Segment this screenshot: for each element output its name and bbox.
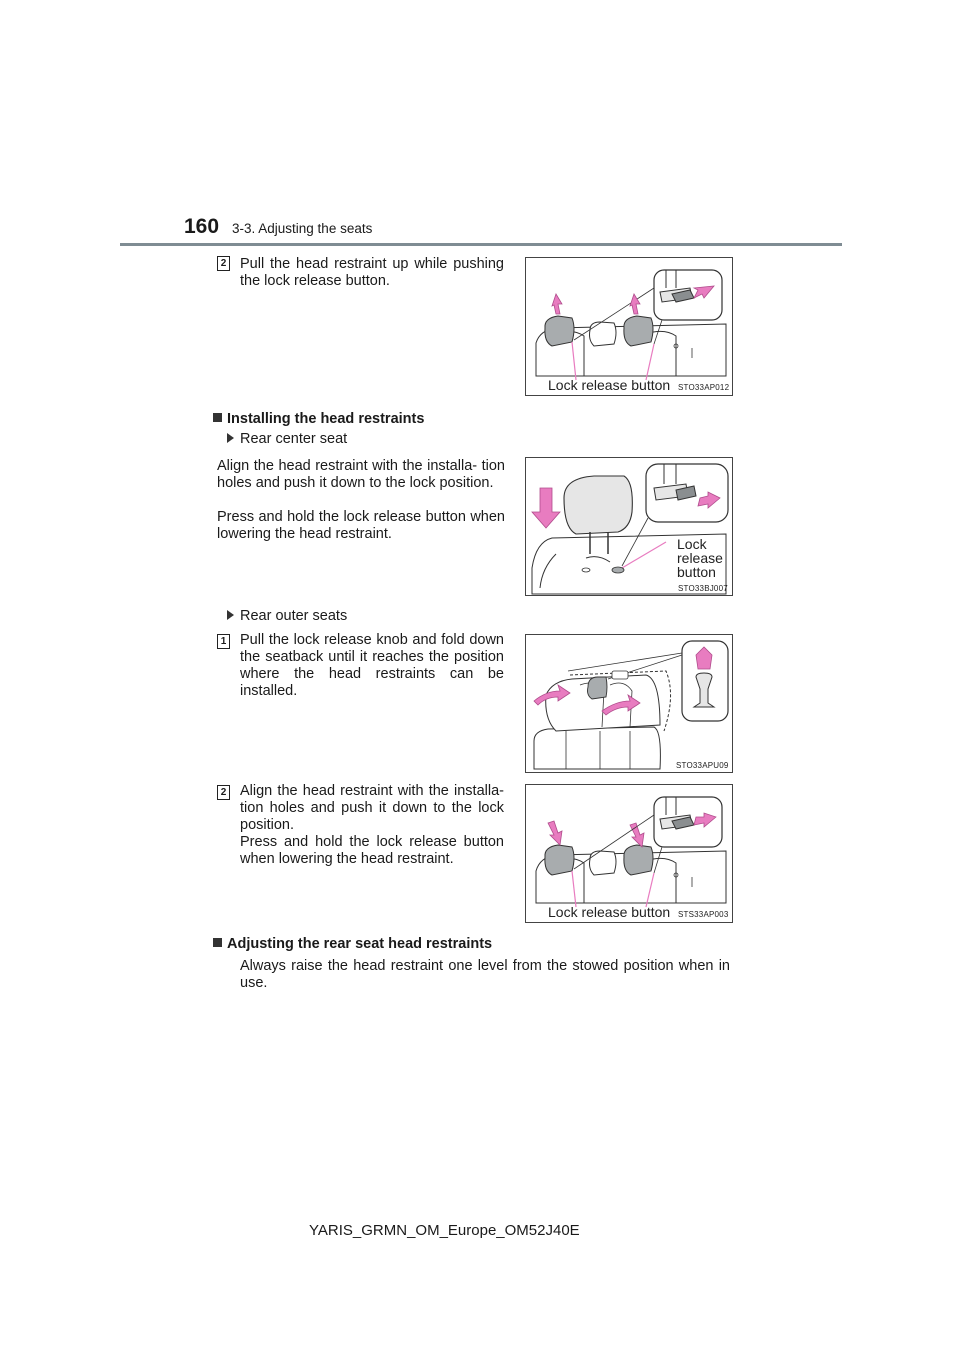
step-text: Pull the head restraint up while pushing the lock release button. xyxy=(240,256,504,289)
center-seat-text-1: Align the head restraint with the installa- tion holes and push it down to the lock position. xyxy=(217,458,505,491)
figure-code: STO33AP012 xyxy=(678,383,730,392)
figure-center-seat xyxy=(525,457,733,596)
figure-code: STO33APU09 xyxy=(676,761,729,770)
figure-label: Lock release button xyxy=(548,377,671,393)
outer-step1-text: Pull the lock release knob and fold down the seatback until it reaches the position where the head restraints can be installed. xyxy=(240,632,504,699)
step-badge: 1 xyxy=(217,634,230,649)
square-bullet-icon xyxy=(213,938,222,947)
section-title: 3-3. Adjusting the seats xyxy=(232,221,373,236)
triangle-bullet-icon xyxy=(227,433,234,443)
adjusting-text: Always raise the head restraint one level from the stowed position when in use. xyxy=(240,958,730,991)
center-seat-text-2: Press and hold the lock release button when lowering the head restraint. xyxy=(217,509,505,542)
fold-seatback-illustration xyxy=(526,635,732,772)
outer-step2-text-1: Align the head restraint with the installa- tion holes and push it down to the lock position. xyxy=(240,783,504,833)
figure-label: Lock release button xyxy=(548,904,671,920)
bullet-rear-center-seat: Rear center seat xyxy=(227,431,347,448)
header-rule xyxy=(120,243,842,246)
figure-label-button: button xyxy=(677,564,716,580)
footer-document-id: YARIS_GRMN_OM_Europe_OM52J40E xyxy=(309,1222,580,1239)
bullet-rear-outer-seats: Rear outer seats xyxy=(227,608,347,625)
figure-fold-seatback xyxy=(525,634,733,773)
adjusting-heading: Adjusting the rear seat head restraints xyxy=(213,936,492,953)
step-badge: 2 xyxy=(217,256,230,271)
triangle-bullet-icon xyxy=(227,610,234,620)
installing-heading: Installing the head restraints xyxy=(213,411,424,428)
square-bullet-icon xyxy=(213,413,222,422)
figure-code: STS33AP003 xyxy=(678,910,729,919)
page-number: 160 xyxy=(184,215,220,238)
figure-code: STO33BJ007 xyxy=(678,584,728,593)
figure-outer-seat-install xyxy=(525,784,733,923)
outer-step2-text-2: Press and hold the lock release button when lowering the head restraint. xyxy=(240,834,504,867)
figure-label-lock: Lock xyxy=(677,536,707,552)
step-badge: 2 xyxy=(217,785,230,800)
rear-seat-illustration xyxy=(526,258,732,395)
figure-label-release: release xyxy=(677,550,723,566)
figure-pull-up-restraint xyxy=(525,257,733,396)
outer-restraint-illustration xyxy=(526,785,732,922)
